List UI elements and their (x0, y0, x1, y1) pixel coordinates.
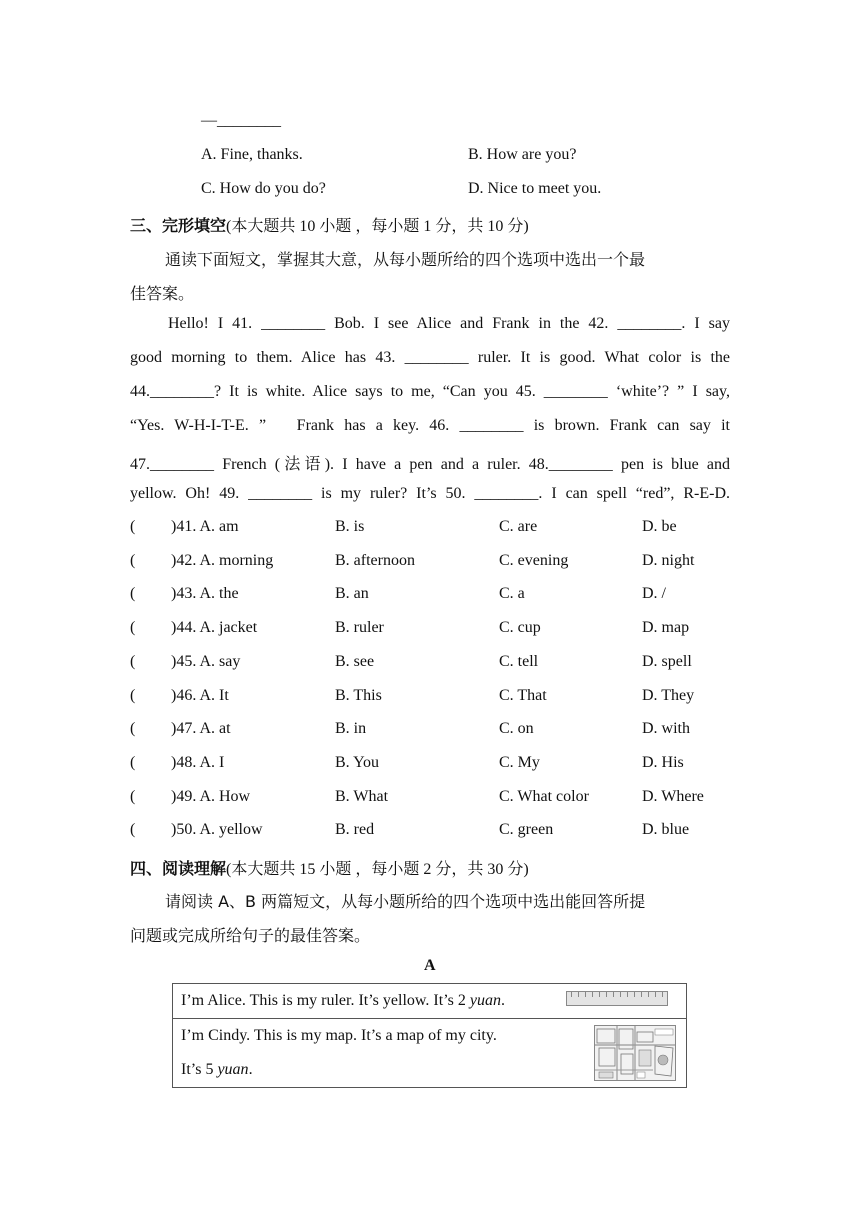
question-row (130, 653, 730, 687)
ruler-tick (606, 992, 607, 997)
passage-line-3: 44.________? It is white. Alice says to me, “Can you 45. ________ ‘white’? ” I say, (130, 383, 730, 400)
alice-text: I’m Alice. This is my ruler. It’s yellow. It’s 2 (181, 992, 470, 1009)
ruler-tick (578, 992, 579, 997)
option-a: )41. A. am (171, 518, 239, 535)
option-c: C. evening (499, 551, 569, 569)
ruler-tick (592, 992, 593, 997)
option-c: C. on (499, 720, 534, 738)
option-a: )42. A. morning (171, 551, 274, 569)
option-a: )48. A. I (171, 753, 225, 771)
passage-line-6: yellow. Oh! 49. ________ is my ruler? It’s 50. ________. I can spell “red”, R-E-D. (130, 485, 730, 502)
option-b: B. an (335, 585, 369, 603)
question-row (130, 552, 730, 586)
ruler-tick (648, 992, 649, 997)
answer-paren: ( (130, 652, 136, 670)
question-row (130, 788, 730, 822)
q40-answer-line: —________ (201, 112, 281, 129)
answer-paren: ( (130, 585, 136, 603)
answer-paren: ( (130, 686, 136, 704)
ruler-tick (620, 992, 621, 997)
section4-instruction-line1: 请阅读 A、B 两篇短文，从每小题所给的四个选项中选出能回答所提 (165, 892, 646, 911)
option-d: D. be (642, 518, 677, 535)
answer-paren: ( (130, 619, 136, 637)
option-d: D. spell (642, 652, 692, 670)
option-c: C. My (499, 753, 540, 771)
option-c: C. green (499, 821, 554, 839)
option-a: )47. A. at (171, 720, 231, 738)
section4-title: 四、阅读理解 (130, 859, 227, 878)
option-c: C. What color (499, 787, 589, 805)
passage-line-1: Hello! I 41. ________ Bob. I see Alice and Frank in the 42. ________. I say (168, 315, 730, 332)
option-a: )49. A. How (171, 787, 251, 805)
question-row (130, 518, 730, 552)
alice-unit: yuan (469, 992, 501, 1009)
cindy-text-line1: I’m Cindy. This is my map. It’s a map of my city. (181, 1027, 497, 1044)
ruler-image (566, 991, 668, 1006)
option-b: B. What (335, 787, 389, 805)
option-a: )46. A. It (171, 686, 229, 704)
answer-paren: ( (130, 720, 136, 738)
answer-paren: ( (130, 787, 136, 805)
q40-option-c: C. How do you do? (201, 180, 326, 197)
option-d: D. Where (642, 787, 704, 805)
ruler-tick (662, 992, 663, 997)
option-b: B. in (335, 720, 367, 738)
section3-title: 三、完形填空 (130, 216, 227, 235)
option-c: C. tell (499, 652, 539, 670)
ruler-tick (585, 992, 586, 997)
question-row (130, 687, 730, 721)
cindy-end: . (248, 1061, 253, 1078)
section3-instruction-line2: 佳答案。 (130, 284, 195, 303)
section4-heading (130, 856, 529, 879)
section3-subtitle: (本大题共 10 小题 ，每小题 1 分，共 10 分) (226, 218, 529, 235)
ruler-tick (641, 992, 642, 997)
ruler-tick (655, 992, 656, 997)
option-d: D. with (642, 720, 690, 738)
section3-heading (130, 213, 529, 236)
option-b: B. ruler (335, 619, 384, 637)
answer-paren: ( (130, 551, 136, 569)
q40-option-d: D. Nice to meet you. (468, 180, 602, 197)
answer-paren: ( (130, 821, 136, 839)
question-row (130, 754, 730, 788)
option-c: C. cup (499, 619, 541, 637)
option-c: C. That (499, 686, 547, 704)
option-c: C. are (499, 518, 538, 535)
option-b: B. This (335, 686, 382, 704)
section4-subtitle: (本大题共 15 小题 ，每小题 2 分，共 30 分) (226, 861, 529, 878)
passage-line-5: 47.________ French (法语). I have a pen and a ruler. 48.________ pen is blue and (130, 456, 730, 473)
ruler-tick (571, 992, 572, 997)
city-map-image (594, 1025, 676, 1081)
option-a: )50. A. yellow (171, 821, 263, 839)
option-b: B. afternoon (335, 551, 415, 569)
city-map-icon (595, 1026, 675, 1080)
answer-paren: ( (130, 518, 136, 535)
ruler-tick (599, 992, 600, 997)
cindy-text: It’s 5 (181, 1061, 218, 1078)
passage-line-2: good morning to them. Alice has 43. ________ ruler. It is good. What color is the (130, 349, 730, 366)
ruler-tick (634, 992, 635, 997)
option-a: )43. A. the (171, 585, 239, 603)
question-row (130, 619, 730, 653)
option-d: D. His (642, 753, 684, 771)
ruler-tick (613, 992, 614, 997)
question-row (130, 720, 730, 754)
option-d: D. night (642, 551, 695, 569)
passage-line-4: “Yes. W-H-I-T-E. ” Frank has a key. 46. ________ is brown. Frank can say it (130, 417, 730, 434)
option-d: D. map (642, 619, 690, 637)
option-b: B. red (335, 821, 375, 839)
ruler-tick (627, 992, 628, 997)
option-c: C. a (499, 585, 525, 603)
option-a: )44. A. jacket (171, 619, 258, 637)
alice-end: . (500, 992, 505, 1009)
option-a: )45. A. say (171, 652, 241, 670)
cindy-unit: yuan (217, 1061, 249, 1078)
option-d: D. They (642, 686, 695, 704)
q40-option-b: B. How are you? (468, 146, 577, 163)
option-b: B. see (335, 652, 375, 670)
question-row (130, 821, 730, 855)
option-b: B. You (335, 753, 380, 771)
answer-paren: ( (130, 753, 136, 771)
q40-option-a: A. Fine, thanks. (201, 146, 303, 163)
section3-instruction-line1: 通读下面短文，掌握其大意，从每小题所给的四个选项中选出一个最 (165, 250, 646, 269)
option-b: B. is (335, 518, 365, 535)
option-d: D. blue (642, 821, 690, 839)
option-d: D. / (642, 585, 666, 603)
question-row (130, 585, 730, 619)
passage-a-label: A (424, 957, 436, 974)
section4-instruction-line2: 问题或完成所给句子的最佳答案。 (130, 926, 371, 945)
